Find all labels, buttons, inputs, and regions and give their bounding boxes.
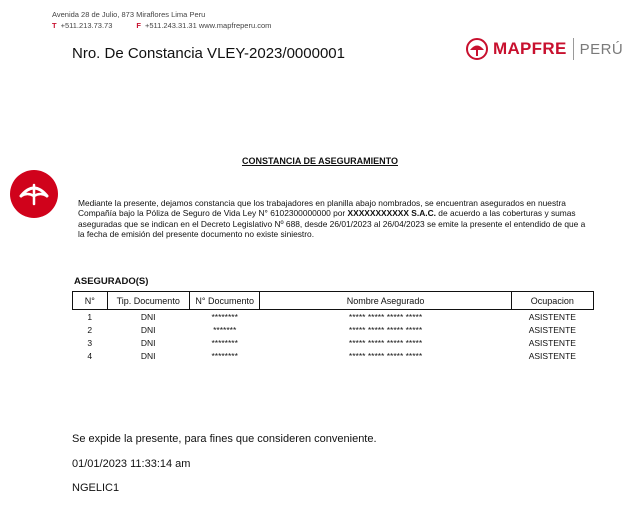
table-row — [73, 323, 594, 336]
col-insured-name: Nombre Asegurado — [260, 292, 511, 310]
logo-divider — [573, 38, 574, 60]
constancia-number: Nro. De Constancia VLEY-2023/0000001 — [72, 45, 345, 62]
cell-number: 2 — [87, 324, 93, 335]
logo-brand: MAPFRE — [493, 39, 567, 58]
col-number: N° — [73, 292, 108, 310]
col-doc-number: N° Documento — [189, 292, 260, 310]
cell-doc-number: ******** — [211, 337, 238, 348]
phone-number: +511.213.73.73 — [60, 21, 113, 30]
cell-insured-name: ***** ***** ***** ***** — [348, 350, 423, 361]
contact-line — [52, 21, 271, 30]
cell-occupation: ASISTENTE — [528, 324, 576, 335]
cell-insured-name: ***** ***** ***** ***** — [348, 337, 423, 348]
fax-and-website: +511.243.31.31 www.mapfreperu.com — [144, 21, 272, 30]
table-header-row — [73, 292, 594, 310]
mapfre-badge-icon — [10, 170, 58, 218]
cell-insured-name: ***** ***** ***** ***** — [348, 324, 423, 335]
table-row — [73, 310, 594, 324]
cell-number: 3 — [87, 337, 93, 348]
company-name: XXXXXXXXXXX S.A.C. — [347, 208, 436, 219]
cell-insured-name: ***** ***** ***** ***** — [348, 311, 423, 322]
umbrella-icon — [10, 170, 58, 218]
cell-occupation: ASISTENTE — [528, 311, 576, 322]
body-paragraph — [78, 198, 590, 239]
insured-section-title: ASEGURADO(S) — [74, 276, 149, 287]
cell-doc-type: DNI — [140, 324, 156, 335]
paragraph-part1: Mediante la presente, dejamos constancia que los trabajadores en planilla abajo nombrados, se encuentran asegurados en nuestra Compañía bajo la Póliza de Seguro de Vida Ley N° 6102300000000 por — [78, 198, 566, 219]
user-code: NGELIC1 — [72, 482, 120, 494]
table-row — [73, 336, 594, 349]
col-doc-type: Tip. Documento — [107, 292, 189, 310]
cell-doc-type: DNI — [140, 350, 156, 361]
cell-doc-number: ******** — [211, 350, 238, 361]
table-row — [73, 349, 594, 362]
issuance-statement: Se expide la presente, para fines que consideren conveniente. — [72, 433, 377, 445]
logo-country: PERÚ — [579, 40, 624, 58]
col-occupation: Ocupacion — [511, 292, 593, 310]
paragraph-part2: de acuerdo a las coberturas y sumas aseguradas que se indican en el Decreto Legislativo Nº 688, desde 26/01/2023 al 26/04/2023 se emite la presente el entendido de que a la fecha de emisión del presente documento no existe siniestro. — [78, 208, 586, 239]
fax-label: F — [136, 21, 141, 30]
cell-doc-number: ******** — [211, 311, 238, 322]
cell-occupation: ASISTENTE — [528, 337, 576, 348]
cell-doc-type: DNI — [140, 337, 156, 348]
insured-table — [72, 291, 594, 362]
mapfre-logo — [466, 37, 623, 61]
cell-number: 1 — [87, 311, 93, 322]
cell-number: 4 — [87, 350, 93, 361]
company-address: Avenida 28 de Julio, 873 Miraflores Lima Peru — [52, 10, 206, 19]
mapfre-emblem-icon — [466, 38, 488, 60]
issue-datetime: 01/01/2023 11:33:14 am — [72, 458, 191, 470]
cell-doc-number: ******* — [213, 324, 237, 335]
document-title: CONSTANCIA DE ASEGURAMIENTO — [241, 156, 398, 166]
phone-label: T — [52, 21, 57, 30]
cell-doc-type: DNI — [140, 311, 156, 322]
cell-occupation: ASISTENTE — [528, 350, 576, 361]
